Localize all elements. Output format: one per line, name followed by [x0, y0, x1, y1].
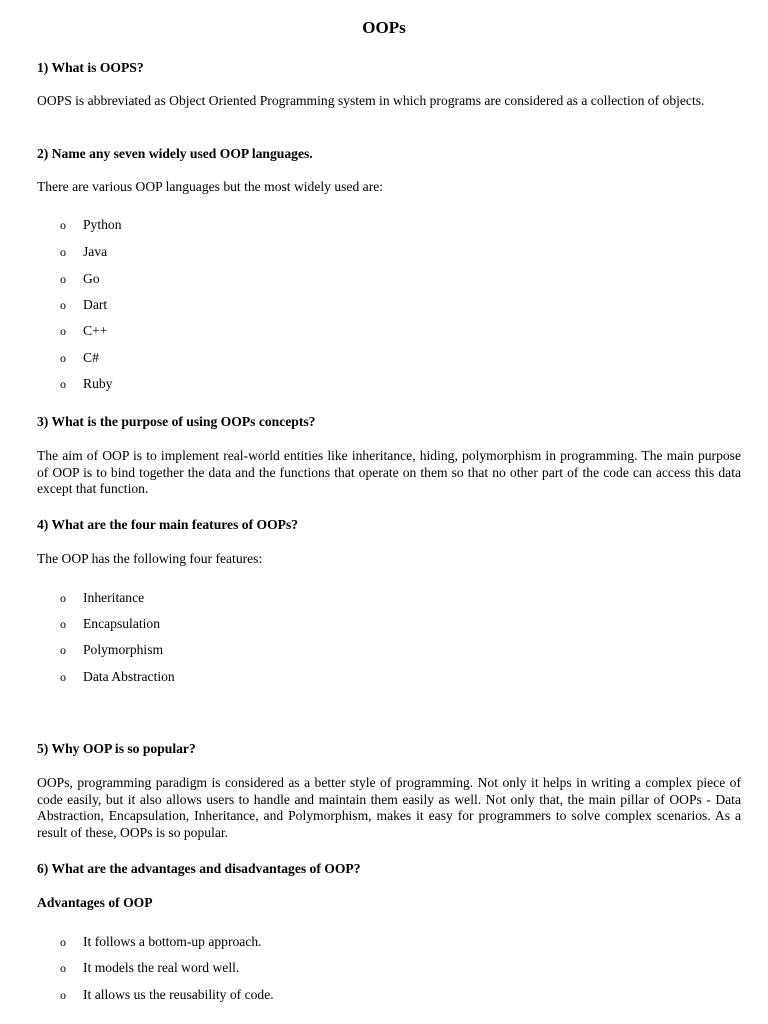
- question-1: 1) What is OOPS?: [37, 60, 144, 75]
- bullet-icon: o: [60, 298, 66, 312]
- subheading-advantages: Advantages of OOP: [37, 895, 153, 910]
- bullet-icon: o: [60, 961, 66, 975]
- document-title: OOPs: [362, 18, 406, 37]
- list-item: o Java: [60, 244, 108, 259]
- bullet-icon: o: [60, 670, 66, 684]
- bullet-icon: o: [60, 988, 66, 1002]
- question-4: 4) What are the four main features of OOPs?: [37, 517, 299, 532]
- bullet-icon: o: [60, 617, 66, 631]
- list-item: o Encapsulation: [60, 616, 161, 631]
- list-item: o Go: [60, 271, 100, 286]
- bullet-icon: o: [60, 218, 66, 232]
- bullet-icon: o: [60, 591, 66, 605]
- answer-5: OOPs, programming paradigm is considered as a better style of programming. Not only it helps in writing a complex piece of code easily, but it also allows users to handle and maintain them easily as well. Not only that, the main pillar of OOPs - Data Abstraction, Encapsulation, Inheritance, and Polymorphism, makes it easy for programmers to solve complex scenarios. As a result of these, OOPs is so popular.: [37, 775, 741, 840]
- list-item: o C#: [60, 350, 99, 365]
- answer-4: The OOP has the following four features:: [37, 551, 263, 566]
- question-5: 5) Why OOP is so popular?: [37, 741, 196, 756]
- list-item: o Data Abstraction: [60, 669, 175, 684]
- list-item: o C++: [60, 323, 108, 338]
- question-3: 3) What is the purpose of using OOPs concepts?: [37, 414, 316, 429]
- bullet-icon: o: [60, 351, 66, 365]
- list-item: o It follows a bottom-up approach.: [60, 934, 262, 949]
- bullet-icon: o: [60, 245, 66, 259]
- list-item: o Dart: [60, 297, 108, 312]
- list-item: o Polymorphism: [60, 642, 164, 657]
- answer-3: The aim of OOP is to implement real-world entities like inheritance, hiding, polymorphism in programming. The main purpose of OOP is to bind together the data and the functions that operate on them so that no other part of the code can access this data except that function.: [37, 448, 741, 496]
- list-item: o Python: [60, 217, 122, 232]
- list-item: o It allows us the reusability of code.: [60, 987, 274, 1002]
- bullet-icon: o: [60, 324, 66, 338]
- list-item: o Ruby: [60, 376, 113, 391]
- answer-2: There are various OOP languages but the most widely used are:: [37, 179, 384, 194]
- bullet-icon: o: [60, 935, 66, 949]
- list-item: o It models the real word well.: [60, 960, 240, 975]
- answer-1: OOPS is abbreviated as Object Oriented Programming system in which programs are considered as a collection of objects.: [37, 93, 705, 108]
- question-6: 6) What are the advantages and disadvantages of OOP?: [37, 861, 361, 876]
- bullet-icon: o: [60, 377, 66, 391]
- bullet-icon: o: [60, 643, 66, 657]
- list-item: o Inheritance: [60, 590, 145, 605]
- bullet-icon: o: [60, 272, 66, 286]
- question-2: 2) Name any seven widely used OOP languages.: [37, 146, 313, 161]
